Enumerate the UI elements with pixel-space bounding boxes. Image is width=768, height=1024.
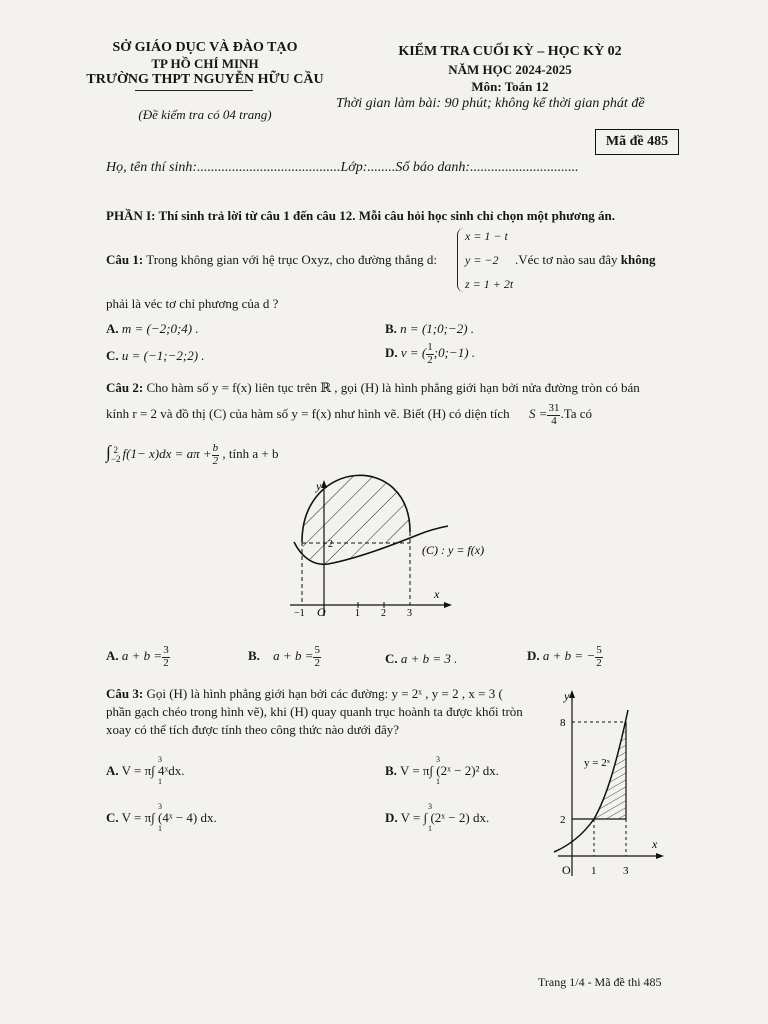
q2-option-a-fraction: $\frac{3}{2}$ (163, 644, 169, 669)
q2-line3-end: , tính a + b (219, 446, 279, 461)
q1-option-d-label: D. (385, 345, 398, 361)
q2-option-c-text: a + b = 3 . (400, 651, 458, 666)
q1-option-d-post: ;0;−1) . (433, 345, 476, 361)
q2-area-fraction: $\frac{31}{4}$ (548, 402, 560, 427)
header-exam: KIỂM TRA CUỐI KỲ – HỌC KỲ 02 (398, 44, 622, 59)
q1-option-c-label: C. (106, 348, 119, 363)
q3-curve-label: y = 2ˣ (584, 757, 610, 769)
q1-option-a-text: m = (−2;0;4) . (121, 321, 199, 336)
header-pages-note: (Đề kiểm tra có 04 trang) (138, 107, 272, 122)
q3-option-a-label: A. (106, 763, 119, 778)
q3-line3: xoay có thể tích được tính theo công thức nào dưới đây? (106, 722, 400, 737)
q2-integral-limits: 2 −2 (110, 444, 121, 465)
q1-after: .Véc tơ nào sau đây (515, 252, 618, 267)
q2-line1 (106, 380, 640, 396)
q1-stem (106, 252, 437, 268)
q1-sys-z: z = 1 + 2t (465, 277, 514, 291)
q2-option-d-label: D. (527, 648, 540, 664)
q3-option-d-text: V = ∫ (2ˣ − 2) dx. (400, 810, 490, 825)
student-info-line (106, 160, 579, 176)
q3-option-d[interactable] (385, 810, 489, 826)
q1-line2: phải là véc tơ chỉ phương của d ? (106, 296, 279, 311)
q2-y-tick-2-label: 2 (328, 539, 333, 550)
q2-line2 (106, 403, 592, 427)
q3-option-b-label: B. (385, 763, 397, 778)
q2-option-c-label: C. (385, 651, 398, 666)
q3-y-label: y (564, 689, 570, 703)
q2-option-b-fraction: $\frac{5}{2}$ (314, 644, 320, 669)
q2-line1-text: Cho hàm số y = f(x) liên tục trên ℝ , gọi (H) là hình phẳng giới hạn bởi nửa đường tròn có bán (143, 380, 640, 395)
q1-stem-after (515, 252, 656, 268)
q1-sys-y: y = −2 (465, 253, 499, 267)
q3-option-c-limits: 3 1 (158, 802, 162, 833)
q2-option-d-pre: a + b = − (542, 648, 596, 664)
q2-option-d[interactable] (527, 645, 603, 669)
q2-option-a-pre: a + b = (121, 648, 163, 664)
q1-option-c[interactable] (106, 348, 205, 364)
q2-option-d-fraction: $\frac{5}{2}$ (596, 644, 602, 669)
q3-origin-label: O (562, 863, 571, 877)
q2-option-a[interactable] (106, 645, 170, 669)
header-school: TRƯỜNG THPT NGUYỄN HỮU CẦU (86, 72, 324, 87)
q2-label: Câu 2: (106, 380, 144, 395)
q2-b-fraction: $\frac{b}{2}$ (212, 441, 219, 467)
header-city: TP HỒ CHÍ MINH (151, 56, 259, 71)
q1-option-d-pre: v = ( (400, 345, 427, 361)
q2-integral-expr: f(1− x)dx = aπ + (122, 446, 212, 461)
exam-code-box: Mã đề 485 (595, 129, 679, 155)
q2-x-arrow-icon (444, 602, 452, 608)
q3-y-arrow-icon (569, 690, 575, 698)
q2-line3 (106, 442, 278, 467)
q2-x-label: x (434, 587, 440, 601)
q2-line2-text: kính r = 2 và đồ thị (C) của hàm số y = f(x) như hình vẽ. Biết (H) có diện tích (106, 406, 510, 422)
q3-x-label: x (652, 837, 658, 851)
q1-option-d[interactable] (385, 342, 475, 366)
q2-option-b-label: B. (248, 648, 260, 664)
q1-option-b-text: n = (1;0;−2) . (400, 321, 475, 336)
page-footer: Trang 1/4 - Mã đề thi 485 (538, 975, 662, 989)
q3-option-c-label: C. (106, 810, 119, 825)
q2-y-arrow-icon (321, 480, 327, 488)
q1-option-b-label: B. (385, 321, 397, 336)
header-year: NĂM HỌC 2024-2025 (448, 62, 572, 77)
q2-integral-sign: ∫ (106, 442, 111, 462)
q3-option-a-limits: 3 1 (158, 755, 162, 786)
q2-curve-label: (C) : y = f(x) (422, 543, 485, 557)
q2-option-a-label: A. (106, 648, 119, 664)
student-class-field: Lớp:........ (340, 160, 396, 175)
header-dept: SỞ GIÁO DỤC VÀ ĐÀO TẠO (112, 40, 298, 55)
q2-option-c[interactable] (385, 651, 457, 667)
q2-graph (280, 470, 500, 630)
header-time: Thời gian làm bài: 90 phút; không kể thời gian phát đề (336, 96, 645, 111)
q3-option-c-text: V = π∫ (4ˣ − 4) dx. (121, 810, 217, 825)
q3-line2: phần gạch chéo trong hình vẽ), khi (H) quay quanh trục hoành ta được khối tròn (106, 704, 523, 719)
header-underline (135, 90, 253, 91)
q3-line1-text: Gọi (H) là hình phẳng giới hạn bởi các đường: y = 2ˣ , y = 2 , x = 3 ( (143, 686, 503, 701)
q3-tick-1-label: 1 (591, 865, 597, 877)
q1-label: Câu 1: (106, 252, 144, 267)
q3-tick-3-label: 3 (623, 865, 629, 877)
q2-origin-label: O (317, 605, 326, 619)
student-id-field: Số báo danh:............................... (395, 160, 579, 175)
part1-heading (106, 208, 615, 224)
q1-option-a[interactable] (106, 321, 199, 337)
q1-option-a-label: A. (106, 321, 119, 336)
q3-option-a-text: V = π∫ 4ˣdx. (121, 763, 185, 778)
q2-tick-3-label: 3 (407, 608, 412, 619)
q3-x-arrow-icon (656, 853, 664, 859)
q1-system-brace (457, 228, 464, 292)
q1-option-c-text: u = (−1;−2;2) . (121, 348, 205, 363)
q3-graph (548, 686, 668, 886)
q3-option-d-limits: 3 1 (428, 802, 432, 833)
q2-y-label: y (316, 479, 322, 493)
part1-title: PHẦN I: (106, 208, 156, 223)
q1-option-d-fraction: $\frac{1}{2}$ (427, 341, 433, 366)
part1-text: Thí sinh trả lời từ câu 1 đến câu 12. Mỗi câu hỏi học sinh chỉ chọn một phương án. (155, 208, 616, 223)
q2-tick-m1-label: −1 (294, 608, 305, 619)
q2-line2-end: .Ta có (560, 406, 593, 422)
q2-tick-2-label: 2 (381, 608, 386, 619)
q3-option-b-text: V = π∫ (2ˣ − 2)² dx. (399, 763, 499, 778)
q2-area-label: S = (528, 406, 548, 422)
q3-tick-2-label: 2 (560, 814, 566, 826)
q2-option-b[interactable] (248, 645, 321, 669)
q1-sys-x: x = 1 − t (465, 229, 508, 243)
q3-option-a[interactable] (106, 763, 185, 779)
q3-line1 (106, 686, 503, 702)
q2-option-b-pre: a + b = (273, 648, 314, 664)
q3-option-b-limits: 3 1 (436, 755, 440, 786)
q1-option-b[interactable] (385, 321, 474, 337)
q3-option-d-label: D. (385, 810, 398, 825)
header-subject: Môn: Toán 12 (471, 79, 549, 94)
q3-label: Câu 3: (106, 686, 144, 701)
q1-after-bold: không (620, 252, 656, 267)
q1-text: Trong không gian với hệ trục Oxyz, cho đường thẳng d: (143, 252, 437, 267)
q2-tick-1-label: 1 (355, 608, 360, 619)
q3-tick-8-label: 8 (560, 717, 566, 729)
student-name-field: Họ, tên thí sinh:......................................... (106, 160, 341, 175)
q3-option-b[interactable] (385, 763, 499, 779)
